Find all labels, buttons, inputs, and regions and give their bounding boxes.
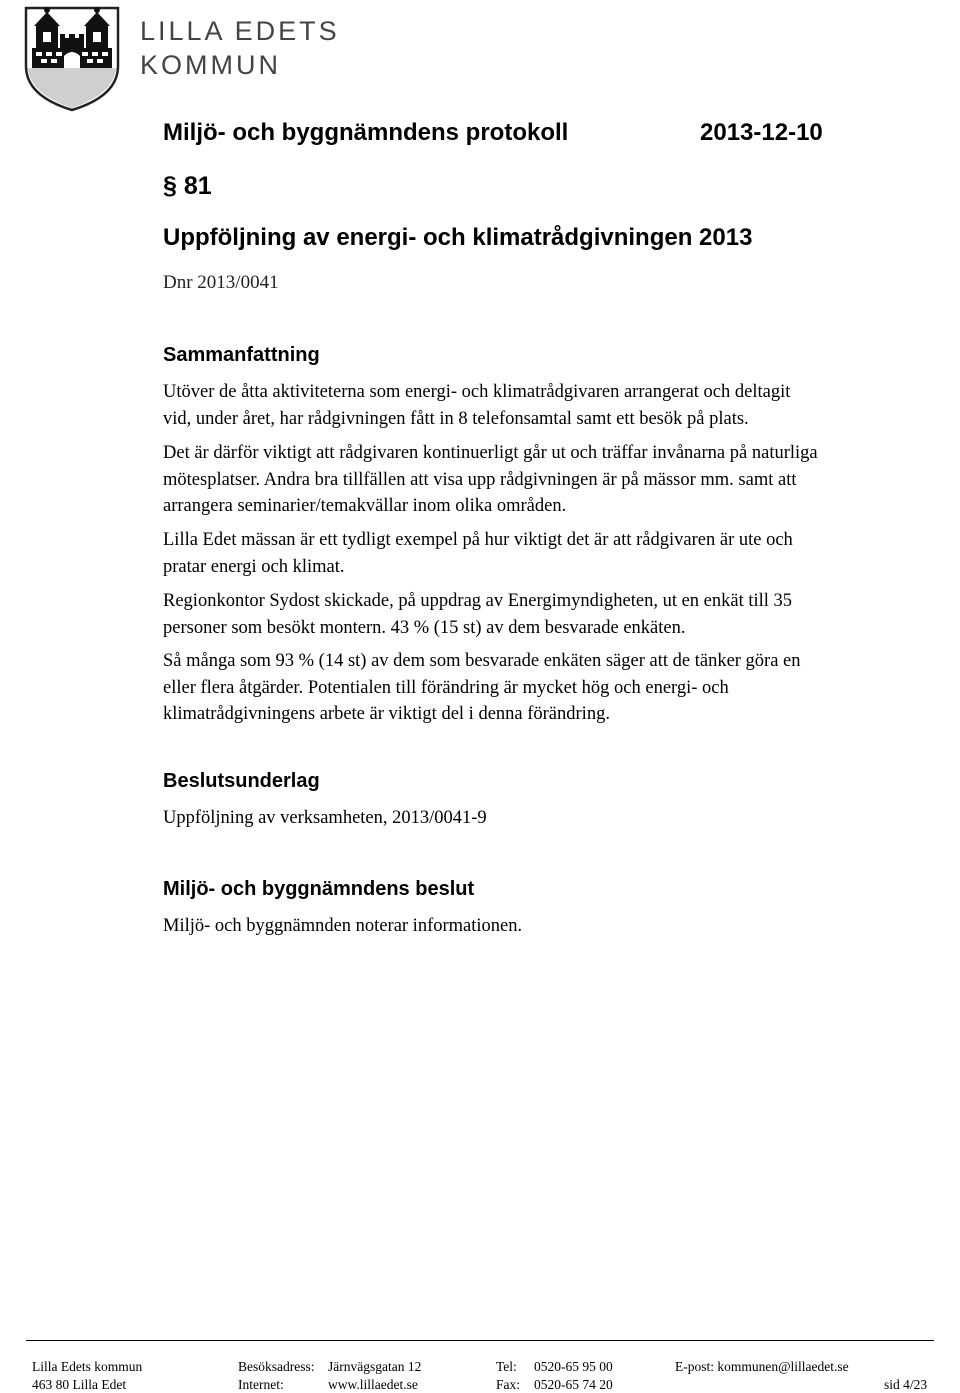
summary-paragraph-4	[163, 588, 943, 641]
text-line: arrangera seminarier/temakvällar inom olika områden.	[163, 496, 567, 516]
footer-email[interactable]: E-post: kommunen@lillaedet.se	[675, 1359, 849, 1374]
text-line: Regionkontor Sydost skickade, på uppdrag av Energimyndigheten, ut en enkät till 35	[163, 591, 793, 611]
summary-paragraph-2	[163, 440, 943, 520]
footer-divider	[26, 1340, 934, 1341]
footer-postal-address: 463 80 Lilla Edet	[32, 1377, 127, 1392]
item-title: Uppföljning av energi- och klimatrådgivningen 2013	[163, 224, 753, 251]
text-line: Det är därför viktigt att rådgivaren kontinuerligt går ut och träffar invånarna på naturliga	[163, 443, 818, 463]
coat-of-arms-logo	[22, 4, 122, 112]
decision-text: Miljö- och byggnämnden noterar informationen.	[163, 916, 523, 936]
document-title: Miljö- och byggnämndens protokoll	[163, 119, 569, 146]
text-line: Utöver de åtta aktiviteterna som energi- och klimatrådgivaren arrangerat och deltagit	[163, 382, 791, 402]
footer-visit-label: Besöksadress:	[238, 1359, 315, 1374]
text-line: eller flera åtgärder. Potentialen till förändring är mycket hög och energi- och	[163, 677, 729, 698]
footer-org: Lilla Edets kommun	[32, 1359, 143, 1374]
summary-paragraph-5	[163, 648, 943, 728]
footer-internet-label: Internet:	[238, 1377, 284, 1392]
footer-fax-label: Fax:	[496, 1377, 521, 1392]
footer-internet-link[interactable]: www.lillaedet.se	[328, 1377, 418, 1392]
text-line: vid, under året, har rådgivningen fått in 8 telefonsamtal samt ett besök på plats.	[163, 408, 749, 429]
text-line: pratar energi och klimat.	[163, 556, 345, 577]
basis-text: Uppföljning av verksamheten, 2013/0041-9	[163, 808, 487, 828]
brand-name-line-1: LILLA EDETS	[140, 16, 340, 46]
footer-tel-value: 0520-65 95 00	[534, 1359, 613, 1374]
footer-visit-value: Järnvägsgatan 12	[328, 1359, 422, 1374]
diary-number: Dnr 2013/0041	[163, 272, 279, 293]
summary-paragraph-3	[163, 527, 943, 580]
summary-heading: Sammanfattning	[163, 344, 320, 366]
document-date: 2013-12-10	[700, 119, 823, 146]
footer-fax-value: 0520-65 74 20	[534, 1377, 613, 1392]
paragraph-number: § 81	[163, 172, 212, 200]
decision-heading: Miljö- och byggnämndens beslut	[163, 878, 475, 900]
text-line: Lilla Edet mässan är ett tydligt exempel på hur viktigt det är att rådgivaren är ute och	[163, 530, 793, 550]
brand-name-line-2: KOMMUN	[140, 50, 281, 80]
text-line: Så många som 93 % (14 st) av dem som besvarade enkäten säger att de tänker göra en	[163, 651, 801, 671]
text-line: klimatrådgivningens arbete är viktigt del i denna förändring.	[163, 704, 610, 724]
footer-tel-label: Tel:	[496, 1359, 517, 1374]
text-line: personer som besökt montern. 43 % (15 st) av dem besvarade enkäten.	[163, 617, 686, 638]
footer-page-number: sid 4/23	[884, 1377, 928, 1392]
basis-heading: Beslutsunderlag	[163, 770, 320, 792]
summary-paragraph-1	[163, 379, 943, 432]
text-line: mötesplatser. Andra bra tillfällen att visa upp rådgivningen är på mässor mm. samt att	[163, 469, 797, 490]
